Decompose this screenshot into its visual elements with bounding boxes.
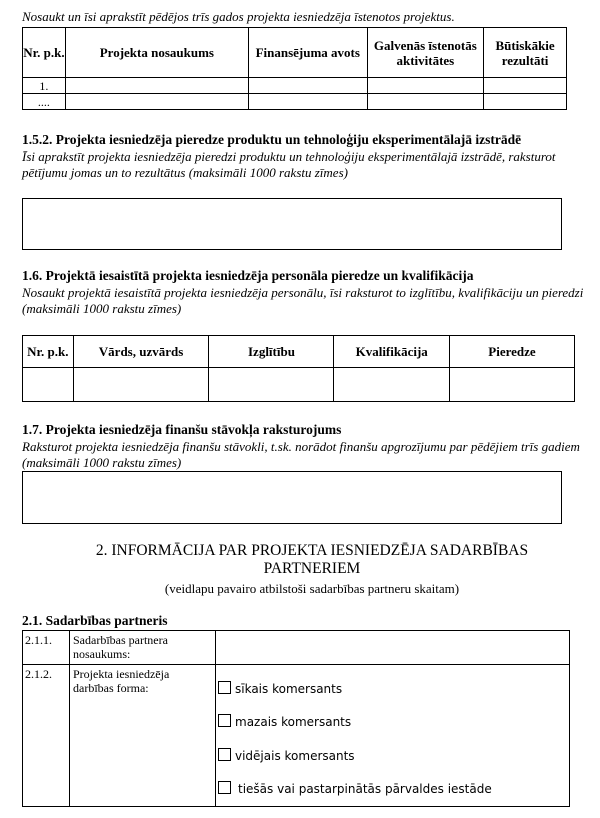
- section-desc-1-6: Nosaukt projektā iesaistītā projekta iesniedzēja personālu, īsi raksturot to izglītību, kvalifikāciju un pieredzi (maksimāli 1000 rakstu zīmes): [22, 285, 584, 316]
- table-cell[interactable]: [248, 78, 367, 94]
- checkbox-icon[interactable]: [218, 681, 231, 694]
- col-header: Pieredze: [449, 336, 574, 368]
- col-header: Nr. p.k.: [23, 336, 74, 368]
- col-header: Nr. p.k.: [23, 28, 66, 78]
- table-cell[interactable]: [248, 94, 367, 110]
- projects-table: [22, 27, 567, 110]
- section-desc-1-5-2: Īsi aprakstīt projekta iesniedzēja pieredzi produktu un tehnoloģiju eksperimentālajā izstrādē, raksturot pētījumu jomas un to rezultātus (maksimāli 1000 rakstu zīmes): [22, 149, 556, 180]
- option-label: mazais komersants: [235, 715, 352, 729]
- table-cell[interactable]: [484, 94, 567, 110]
- row-number: 2.1.1.: [23, 631, 70, 665]
- table-cell[interactable]: [73, 368, 209, 402]
- personnel-table: [22, 335, 575, 402]
- checkbox-icon[interactable]: [218, 748, 231, 761]
- option-medium[interactable]: [218, 748, 355, 763]
- col-header: Vārds, uzvārds: [73, 336, 209, 368]
- section-heading-1-6: 1.6. Projektā iesaistītā projekta iesniedzēja personāla pieredze un kvalifikācija: [22, 268, 474, 283]
- projects-intro: Nosaukt un īsi aprakstīt pēdējos trīs gados projekta iesniedzēja īstenotos projektus.: [22, 9, 455, 24]
- section-heading-1-5-2: 1.5.2. Projekta iesniedzēja pieredze produktu un tehnoloģiju eksperimentālajā izstrādē: [22, 132, 522, 147]
- table-row: [23, 368, 575, 402]
- table-cell[interactable]: [65, 94, 248, 110]
- checkbox-icon[interactable]: [218, 714, 231, 727]
- option-public[interactable]: [218, 781, 492, 796]
- section-heading-2-1: 2.1. Sadarbības partneris: [22, 613, 168, 628]
- section-2-title-line1: 2. INFORMĀCIJA PAR PROJEKTA IESNIEDZĒJA SADARBĪBAS: [95, 542, 529, 559]
- table-cell[interactable]: [334, 368, 449, 402]
- option-label: tiešās vai pastarpinātās pārvaldes iestāde: [238, 782, 492, 796]
- col-header: Būtiskākie rezultāti: [484, 28, 567, 78]
- section-desc-1-7: Raksturot projekta iesniedzēja finanšu stāvokli, t.sk. norādot finanšu apgrozījumu par pēdējiem trīs gadiem (maksimāli 1000 rakstu zīmes): [22, 439, 580, 470]
- col-header: Izglītību: [209, 336, 334, 368]
- table-cell[interactable]: [209, 368, 334, 402]
- table-row: [23, 631, 570, 665]
- table-cell[interactable]: [484, 78, 567, 94]
- partner-name-field[interactable]: [216, 631, 570, 665]
- table-cell[interactable]: [65, 78, 248, 94]
- row-label: Sadarbības partnera nosaukums:: [70, 631, 216, 665]
- col-header: Projekta nosaukums: [65, 28, 248, 78]
- table-cell[interactable]: [367, 94, 484, 110]
- table-row: [23, 94, 567, 110]
- option-micro[interactable]: [218, 681, 342, 696]
- section-heading-1-7: 1.7. Projekta iesniedzēja finanšu stāvokļa raksturojums: [22, 422, 342, 437]
- table-cell[interactable]: [23, 368, 74, 402]
- option-label: vidējais komersants: [235, 749, 355, 763]
- section-2-title-line2: PARTNERIEM: [263, 560, 361, 577]
- table-cell[interactable]: [367, 78, 484, 94]
- section-2-subtitle: (veidlapu pavairo atbilstoši sadarbības partneru skaitam): [164, 581, 460, 596]
- checkbox-icon[interactable]: [218, 781, 231, 794]
- table-cell[interactable]: [449, 368, 574, 402]
- col-header: Kvalifikācija: [334, 336, 449, 368]
- finance-textarea[interactable]: [22, 471, 562, 524]
- col-header: Galvenās īstenotās aktivitātes: [367, 28, 484, 78]
- option-small[interactable]: [218, 714, 351, 729]
- row-label: Projekta iesniedzēja darbības forma:: [70, 665, 216, 807]
- row-number: ....: [23, 94, 66, 110]
- row-number: 1.: [23, 78, 66, 94]
- option-label: sīkais komersants: [235, 682, 343, 696]
- col-header: Finansējuma avots: [248, 28, 367, 78]
- experience-textarea[interactable]: [22, 198, 562, 250]
- row-number: 2.1.2.: [23, 665, 70, 807]
- section-2-title: [0, 542, 600, 578]
- table-row: [23, 78, 567, 94]
